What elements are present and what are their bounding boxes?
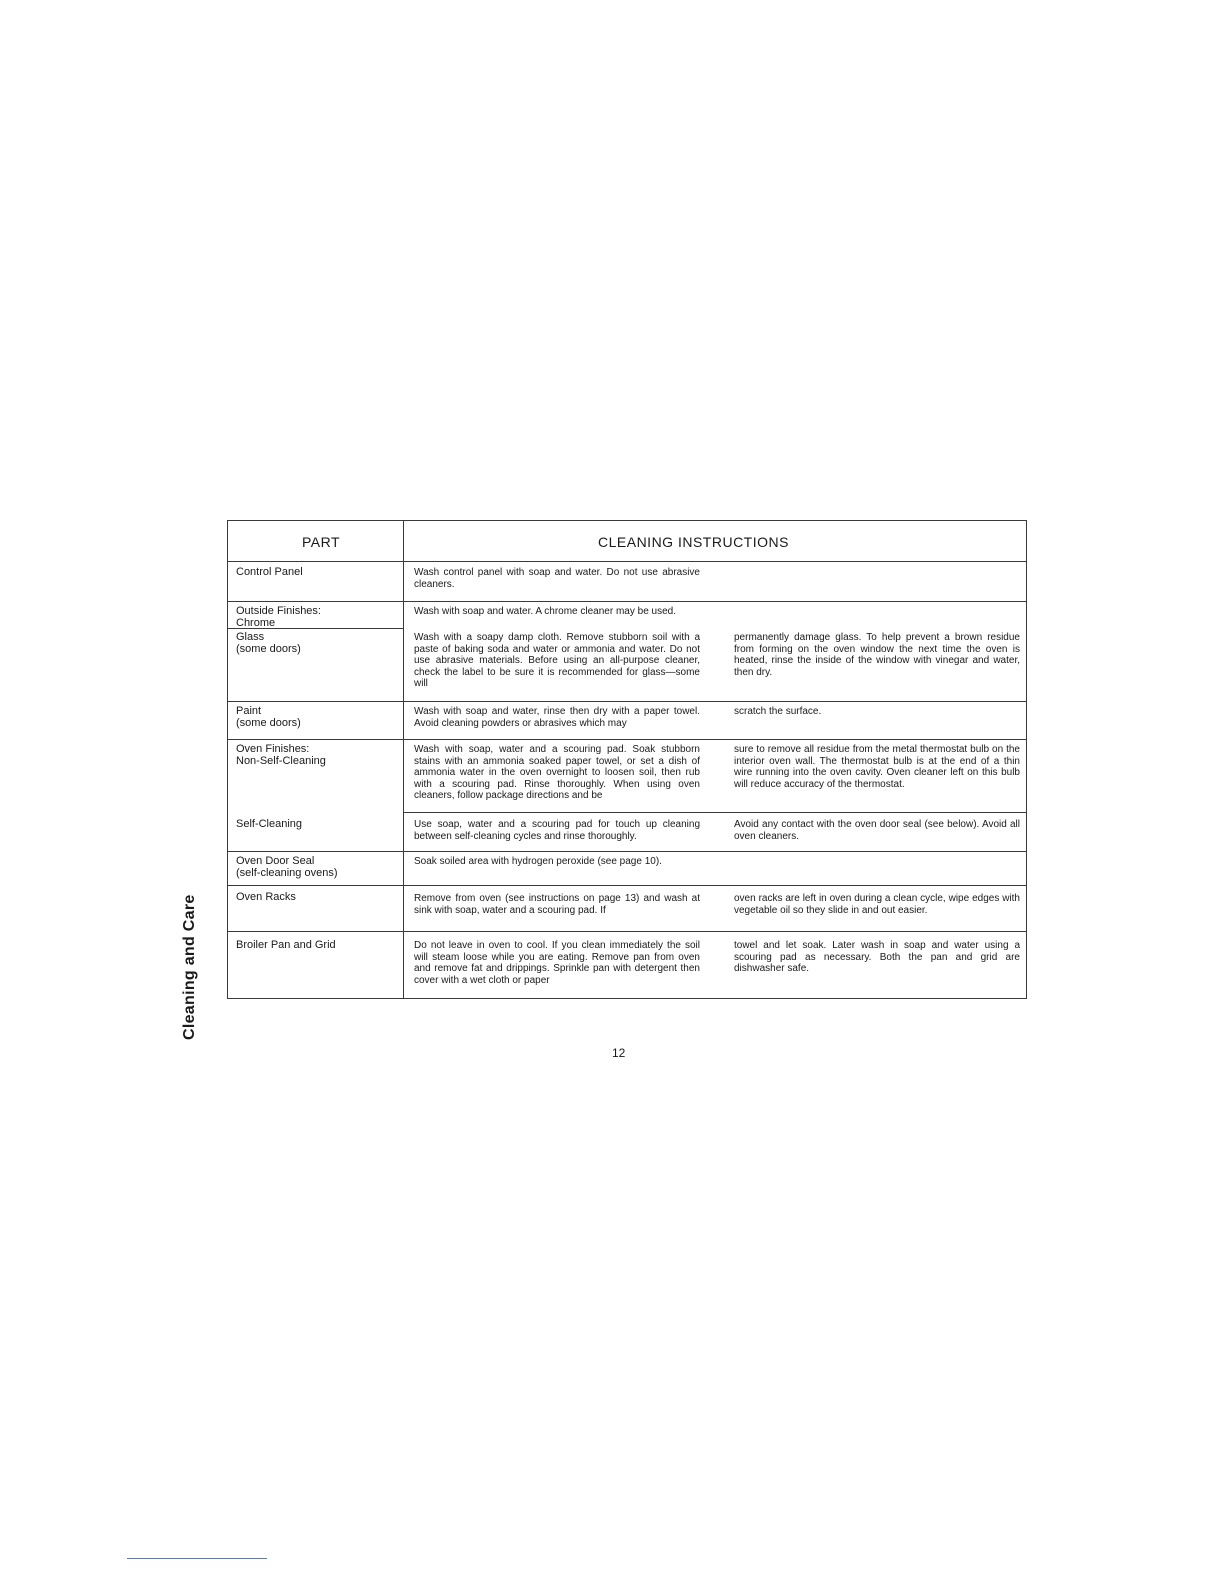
- part-broiler-pan-and-grid: Broiler Pan and Grid: [236, 939, 336, 951]
- row-divider: [228, 601, 1026, 602]
- row-divider: [228, 701, 1026, 702]
- instructions-right: scratch the surface.: [734, 706, 822, 717]
- cleaning-table: [227, 520, 1027, 999]
- part-outside-finishes-chrome: Outside Finishes: Chrome: [236, 605, 321, 629]
- instructions-left: Wash with soap, water and a scouring pad. Soak stubborn stains with an ammonia soaked paper towel, or set a dish of ammonia water in the oven overnight to loosen soil, then rub with a scouring pad. Rinse thoroughly. When using oven cleaners, follow package directions and be: [414, 744, 700, 801]
- row-divider: [228, 851, 1026, 852]
- header-part: PART: [302, 534, 341, 550]
- instructions-right: towel and let soak. Later wash in soap and water using a scouring pad as necessary. Both the pan and grid are dishwasher safe.: [734, 940, 1020, 974]
- row-divider: [228, 561, 1026, 562]
- part-oven-racks: Oven Racks: [236, 891, 296, 903]
- instructions-left: Remove from oven (see instructions on page 13) and wash at sink with soap, water and a scouring pad. If: [414, 893, 700, 916]
- instructions-left: Wash with soap and water, rinse then dry with a paper towel. Avoid cleaning powders or abrasives which may: [414, 706, 700, 729]
- instructions-left: Do not leave in oven to cool. If you clean immediately the soil will steam loose while you are eating. Remove pan from oven and remove fat and drippings. Sprinkle pan with detergent then cover with a wet cloth or paper: [414, 940, 700, 986]
- part-oven-finishes-non-self-cleaning: Oven Finishes: Non-Self-Cleaning: [236, 743, 326, 767]
- part-self-cleaning: Self-Cleaning: [236, 818, 303, 830]
- part-oven-door-seal: Oven Door Seal (self-cleaning ovens): [236, 855, 338, 879]
- page-number: 12: [612, 1046, 626, 1060]
- section-side-label: Cleaning and Care: [181, 894, 198, 1040]
- column-divider: [403, 521, 404, 998]
- header-cleaning-instructions: CLEANING INSTRUCTIONS: [598, 534, 789, 550]
- row-divider: [228, 885, 1026, 886]
- instructions-right: sure to remove all residue from the metal thermostat bulb on the interior oven wall. The thermostat bulb is at the end of a thin wire running into the oven cavity. Oven cleaner left on this bulb will reduce accuracy of the thermostat.: [734, 744, 1020, 790]
- instructions-left: Soak soiled area with hydrogen peroxide (see page 10).: [414, 856, 662, 867]
- instructions-left: Wash with a soapy damp cloth. Remove stubborn soil with a paste of baking soda and water or ammonia and water. Do not use abrasive materials. Before using an all-purpose cleaner, check the label to be sure it is recommended for glass—some will: [414, 632, 700, 689]
- instructions-right: permanently damage glass. To help prevent a brown residue from forming on the oven window the next time the oven is heated, rinse the inside of the window with vinegar and water, then dry.: [734, 632, 1020, 678]
- part-control-panel: Control Panel: [236, 566, 303, 578]
- instructions-left: Wash control panel with soap and water. Do not use abrasive cleaners.: [414, 567, 700, 590]
- instructions-left: Wash with soap and water. A chrome cleaner may be used.: [414, 606, 676, 617]
- row-divider: [403, 812, 1026, 813]
- part-paint: Paint (some doors): [236, 705, 301, 729]
- instructions-right: Avoid any contact with the oven door seal (see below). Avoid all oven cleaners.: [734, 819, 1020, 842]
- part-glass: Glass (some doors): [236, 631, 301, 655]
- row-divider: [228, 931, 1026, 932]
- row-divider: [228, 739, 1026, 740]
- footer-rule: [127, 1558, 267, 1559]
- instructions-left: Use soap, water and a scouring pad for touch up cleaning between self-cleaning cycles and rinse thoroughly.: [414, 819, 700, 842]
- instructions-right: oven racks are left in oven during a clean cycle, wipe edges with vegetable oil so they slide in and out easier.: [734, 893, 1020, 916]
